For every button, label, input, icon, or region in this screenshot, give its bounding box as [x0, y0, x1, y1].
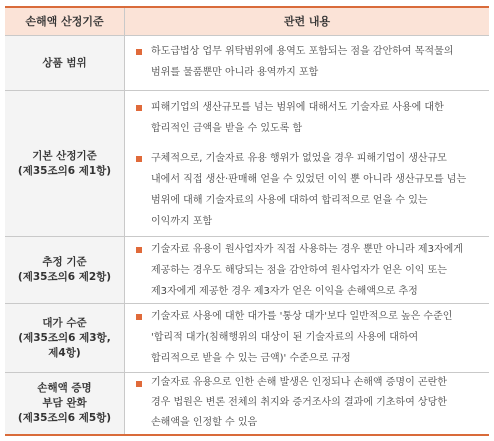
column-divider: [124, 8, 125, 434]
row-label-line: (제35조의6 제1항): [17, 164, 112, 177]
item-text-line: 구체적으로, 기술자료 유용 행위가 없었을 경우 피해기업이 생산규모: [151, 153, 447, 164]
row-label-line: 기본 산정기준: [32, 149, 97, 162]
row-content: [125, 373, 489, 434]
item-text-line: 기술자료 유용으로 인한 손해 발생은 인정되나 손해액 증명이 곤란한: [151, 377, 447, 388]
header-criteria: 손해액 산정기준: [25, 15, 104, 28]
item-text-line: '합리적 대가(침해행위의 대상이 된 기술자료의 사용에 대하여: [151, 332, 419, 343]
row-label: [5, 237, 124, 303]
table-row: [5, 373, 489, 434]
item-text-line: 범위에 대해 기술자료의 사용에 대하여 합리적으로 얻을 수 있는: [151, 195, 428, 206]
item-text-line: 합리적으로 받을 수 있는 금액)' 수준으로 규정: [151, 353, 351, 364]
row-label-line: 대가 수준: [42, 316, 87, 329]
item-text-line: 피해기업의 생산규모를 넘는 범위에 대해서도 기술자료 사용에 대한: [151, 102, 444, 113]
square-bullet-icon: [136, 314, 142, 320]
row-content: [125, 304, 489, 372]
table-row: [5, 91, 489, 237]
item-text-line: 제공하는 경우도 해당되는 점을 감안하여 원사업자가 얻은 이익 또는: [151, 265, 447, 276]
row-label-line: 추정 기준: [42, 256, 87, 268]
row-label-line: 부담 완화: [42, 397, 87, 409]
item-text-line: 제3자에게 제공한 경우 제3자가 얻은 이익을 손해액으로 추정: [151, 286, 418, 297]
row-label-line: (제35조의6 제5항): [17, 412, 112, 424]
row-content: [125, 237, 489, 303]
table-row: [5, 304, 489, 373]
item-text-line: 경우 법원은 변론 전체의 취지와 증거조사의 결과에 기초하여 상당한: [151, 397, 447, 408]
item-text-line: 손해액을 인정할 수 있음: [151, 417, 258, 428]
item-text-line: 기술자료 사용에 대한 대가를 '통상 대가'보다 일반적으로 높은 수준인: [151, 311, 453, 322]
row-label-line: 상품 범위: [42, 56, 87, 69]
square-bullet-icon: [136, 247, 142, 253]
table-header: [5, 8, 489, 36]
row-content: [125, 91, 489, 236]
item-text-line: 합리적인 금액을 받을 수 있도록 함: [151, 123, 303, 134]
row-label-line: (제35조의6 제2항): [17, 271, 112, 283]
row-label: [5, 36, 124, 90]
table-row: [5, 36, 489, 91]
row-label: [5, 373, 124, 434]
square-bullet-icon: [136, 105, 142, 111]
damage-calculation-table: [5, 6, 489, 436]
row-label: [5, 91, 124, 236]
header-content: 관련 내용: [283, 15, 331, 28]
item-text-line: 이익까지 포함: [151, 216, 213, 227]
item-text-line: 내에서 직접 생산·판매해 얻을 수 있었던 이익 뿐 아니라 생산규모를 넘는: [151, 174, 467, 185]
square-bullet-icon: [136, 156, 142, 162]
row-content: [125, 36, 489, 90]
row-label-line: 제4항): [48, 346, 81, 359]
item-text-line: 기술자료 유용이 원사업자가 직접 사용하는 경우 뿐만 아니라 제3자에게: [151, 244, 463, 255]
row-label-line: (제35조의6 제3항,: [18, 331, 111, 344]
row-label: [5, 304, 124, 372]
item-text-line: 범위를 물품뿐만 아니라 용역까지 포함: [151, 67, 319, 78]
table-row: [5, 237, 489, 304]
square-bullet-icon: [136, 381, 142, 387]
row-label-line: 손해액 증명: [37, 382, 92, 394]
item-text-line: 하도급법상 업무 위탁범위에 용역도 포함되는 점을 감안하여 목적물의: [151, 46, 454, 57]
square-bullet-icon: [136, 49, 142, 55]
